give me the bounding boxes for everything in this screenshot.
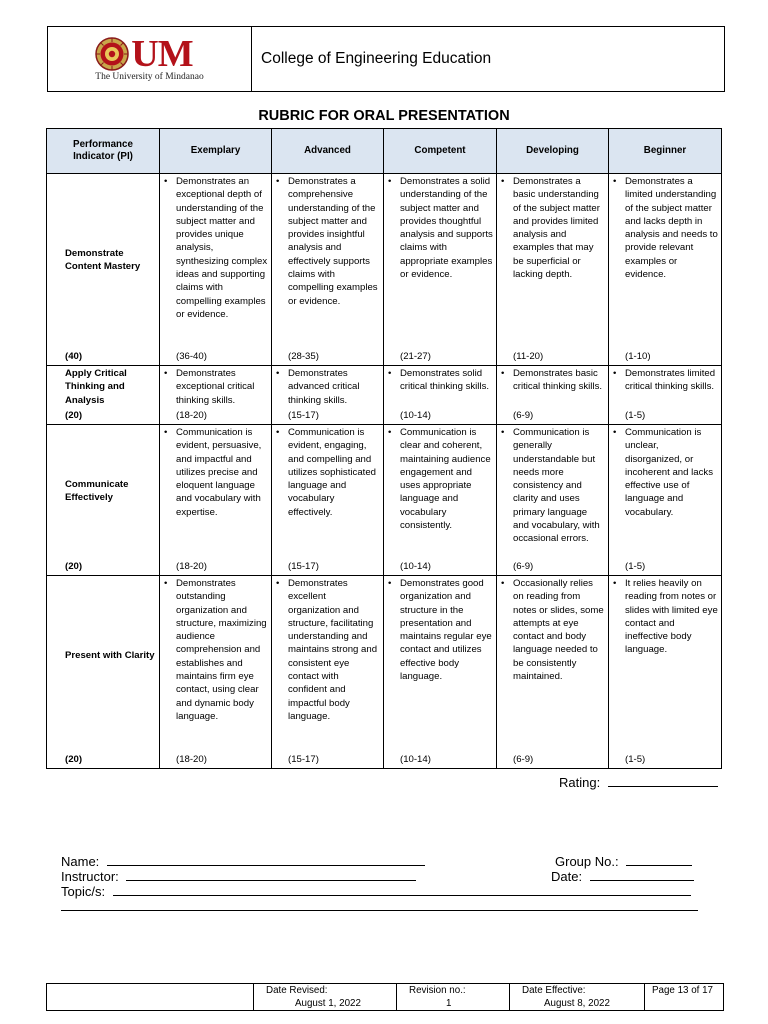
rubric-cell: • Demonstrates a limited understanding of the subject matter and lacks depth in analysis and needs to provide relevant examples or evidence. (1-10)	[609, 174, 722, 366]
college-name: College of Engineering Education	[261, 50, 492, 67]
cell-range: (21-27)	[400, 350, 431, 362]
cell-text: Communication is generally understandable but needs more consistency and clarity and uses primary language and vocabulary, with occasional errors.	[513, 427, 600, 545]
rubric-cell: • Demonstrates a comprehensive understanding of the subject matter and provides insightful analysis and effectively supports claims with compelling examples or evidence. (28-35)	[272, 174, 384, 366]
cell-text: It relies heavily on reading from notes or slides with limited eye contact and ineffective body language.	[625, 578, 718, 656]
instructor-blank[interactable]	[126, 868, 416, 881]
cell-range: (36-40)	[176, 350, 207, 362]
rubric-cell: • Communication is generally understandable but needs more consistency and clarity and uses primary language and vocabulary, with occasional errors. (6-9)	[497, 425, 609, 576]
indicator-score: (20)	[65, 753, 83, 765]
footer-date-revised	[254, 984, 397, 1010]
cell-text: Demonstrates advanced critical thinking skills.	[288, 368, 360, 406]
footer-blank-cell	[47, 984, 254, 1010]
indicator-cell	[47, 366, 160, 425]
rubric-cell: • Demonstrates solid critical thinking skills. (10-14)	[384, 366, 497, 425]
rubric-cell: • Demonstrates exceptional critical thinking skills. (18-20)	[160, 366, 272, 425]
rubric-cell: • Communication is evident, persuasive, and impactful and utilizes precise and eloquent language and vocabulary with expertise. (18-20)	[160, 425, 272, 576]
header-beginner: Beginner	[609, 129, 722, 174]
cell-text: Demonstrates exceptional critical thinking skills.	[176, 368, 255, 406]
name-field	[61, 853, 425, 869]
rubric-table	[46, 128, 722, 769]
date-revised-label: Date Revised:	[266, 985, 328, 996]
indicator-score: (40)	[65, 350, 83, 362]
cell-text: Occasionally relies on reading from notes or slides, some attempts at eye contact and body language needed to be consistently maintained.	[513, 578, 604, 683]
header-exemplary: Exemplary	[160, 129, 272, 174]
table-row	[47, 576, 722, 769]
table-row	[47, 174, 722, 366]
table-header-row	[47, 129, 722, 174]
cell-text: Demonstrates solid critical thinking skills.	[400, 368, 490, 393]
cell-text: Communication is unclear, disorganized, or incoherent and lacks effective use of language and vocabulary.	[625, 427, 713, 518]
date-effective-label: Date Effective:	[522, 985, 586, 996]
indicator-cell	[47, 174, 160, 366]
header-developing: Developing	[497, 129, 609, 174]
rubric-cell: • Demonstrates a basic understanding of the subject matter and provides limited analysis and examples that may be superficial or lacking depth. (11-20)	[497, 174, 609, 366]
cell-range: (1-10)	[625, 350, 651, 362]
cell-range: (28-35)	[288, 350, 319, 362]
topic-extra-line[interactable]	[61, 910, 698, 911]
indicator-score: (20)	[65, 409, 83, 421]
cell-text: Demonstrates excellent organization and structure, facilitating understanding and maintains strong and consistent eye contact with confident and impactful body language.	[288, 578, 378, 722]
rating-blank[interactable]	[608, 774, 718, 787]
indicator-name: Demonstrate Content Mastery	[65, 248, 141, 273]
indicator-cell	[47, 425, 160, 576]
header-advanced: Advanced	[272, 129, 384, 174]
rubric-cell: • Demonstrates an exceptional depth of understanding of the subject matter and provides unique analysis, synthesizing complex ideas and supporting claims with compelling examples or evidence. (36-40)	[160, 174, 272, 366]
date-effective-value: August 8, 2022	[544, 998, 610, 1009]
cell-text: Demonstrates basic critical thinking skills.	[513, 368, 603, 393]
footer-revision	[397, 984, 510, 1010]
name-label: Name:	[61, 854, 100, 869]
date-blank[interactable]	[590, 868, 694, 881]
cell-text: Demonstrates a solid understanding of the subject matter and provides thoughtful analysis and supports claims with appropriate examples or evidence.	[400, 176, 493, 281]
cell-text: Communication is evident, engaging, and compelling and utilizes sophisticated language and vocabulary effectively.	[288, 427, 376, 518]
cell-range: (15-17)	[288, 753, 319, 765]
date-revised-value: August 1, 2022	[295, 998, 361, 1009]
page-title: RUBRIC FOR ORAL PRESENTATION	[258, 108, 510, 124]
document-footer	[46, 983, 724, 1011]
cell-text: Demonstrates limited critical thinking skills.	[625, 368, 716, 393]
cell-text: Demonstrates outstanding organization and structure, maximizing audience comprehension and establishes and maintains firm eye contact, using clear and dynamic body language.	[176, 578, 267, 722]
header-competent: Competent	[384, 129, 497, 174]
cell-range: (10-14)	[400, 753, 431, 765]
cell-text: Communication is clear and coherent, maintaining audience engagement and uses appropriate language and vocabulary consistently.	[400, 427, 491, 532]
rubric-cell: • Demonstrates outstanding organization and structure, maximizing audience comprehension and establishes and maintains firm eye contact, using clear and dynamic body language. (18-20)	[160, 576, 272, 769]
table-row	[47, 425, 722, 576]
cell-text: Communication is evident, persuasive, and impactful and utilizes precise and eloquent language and vocabulary with expertise.	[176, 427, 262, 518]
revision-label: Revision no.:	[409, 985, 466, 996]
rubric-cell: • Communication is unclear, disorganized, or incoherent and lacks effective use of language and vocabulary. (1-5)	[609, 425, 722, 576]
cell-range: (6-9)	[513, 560, 534, 572]
rubric-cell: • Communication is evident, engaging, and compelling and utilizes sophisticated language and vocabulary effectively. (15-17)	[272, 425, 384, 576]
rubric-cell: • It relies heavily on reading from notes or slides with limited eye contact and ineffective body language. (1-5)	[609, 576, 722, 769]
logo-text: UM	[131, 32, 193, 75]
cell-range: (6-9)	[513, 409, 534, 421]
instructor-field	[61, 868, 416, 884]
group-field	[555, 853, 692, 869]
cell-range: (10-14)	[400, 560, 431, 572]
indicator-name: Present with Clarity	[65, 650, 155, 661]
indicator-score: (20)	[65, 560, 83, 572]
indicator-cell	[47, 576, 160, 769]
cell-range: (18-20)	[176, 409, 207, 421]
topic-field	[61, 883, 691, 899]
document-header	[47, 26, 725, 92]
topic-label: Topic/s:	[61, 884, 106, 899]
topic-blank[interactable]	[113, 883, 691, 896]
cell-text: Demonstrates a basic understanding of the subject matter and provides limited analysis and examples that may be superficial or lacking depth.	[513, 176, 600, 281]
rubric-cell: • Demonstrates a solid understanding of the subject matter and provides thoughtful analysis and supports claims with appropriate examples or evidence. (21-27)	[384, 174, 497, 366]
cell-range: (6-9)	[513, 753, 534, 765]
header-performance-indicator: Performance Indicator (PI)	[47, 129, 160, 174]
name-blank[interactable]	[107, 853, 425, 866]
table-row	[47, 366, 722, 425]
cell-range: (15-17)	[288, 409, 319, 421]
page-number: Page 13 of 17	[652, 985, 714, 996]
cell-text: Demonstrates a limited understanding of the subject matter and lacks depth in analysis and needs to provide relevant examples or evidence.	[625, 176, 718, 281]
rubric-cell: • Demonstrates good organization and structure in the presentation and maintains regular eye contact and utilizes effective body language. (10-14)	[384, 576, 497, 769]
cell-range: (10-14)	[400, 409, 431, 421]
cell-text: Demonstrates a comprehensive understanding of the subject matter and provides insightful analysis and effectively supports claims with compelling examples or evidence.	[288, 176, 378, 307]
footer-date-effective	[510, 984, 645, 1010]
cell-text: Demonstrates an exceptional depth of understanding of the subject matter and provides unique analysis, synthesizing complex ideas and supporting claims with compelling examples or evidence.	[176, 176, 268, 320]
cell-range: (18-20)	[176, 753, 207, 765]
rubric-cell: • Occasionally relies on reading from notes or slides, some attempts at eye contact and body language needed to be consistently maintained. (6-9)	[497, 576, 609, 769]
date-label: Date:	[551, 869, 583, 884]
revision-value: 1	[446, 998, 452, 1009]
university-seal-icon	[95, 37, 129, 71]
indicator-name: Apply Critical Thinking and Analysis	[65, 368, 127, 406]
group-blank[interactable]	[626, 853, 692, 866]
group-label: Group No.:	[555, 854, 619, 869]
cell-range: (18-20)	[176, 560, 207, 572]
logo-subtext: The University of Mindanao	[95, 71, 204, 82]
instructor-label: Instructor:	[61, 869, 119, 884]
cell-range: (1-5)	[625, 753, 646, 765]
cell-range: (1-5)	[625, 560, 646, 572]
rating-label: Rating:	[559, 775, 601, 790]
rubric-cell: • Demonstrates excellent organization and structure, facilitating understanding and maintains strong and consistent eye contact with confident and impactful body language. (15-17)	[272, 576, 384, 769]
rubric-cell: • Demonstrates advanced critical thinking skills. (15-17)	[272, 366, 384, 425]
indicator-name: Communicate Effectively	[65, 479, 129, 504]
footer-page	[645, 984, 723, 1010]
rubric-cell: • Communication is clear and coherent, maintaining audience engagement and uses appropriate language and vocabulary consistently. (10-14)	[384, 425, 497, 576]
logo-cell	[48, 27, 252, 91]
rating-field	[559, 774, 718, 790]
university-logo	[95, 32, 204, 82]
cell-range: (1-5)	[625, 409, 646, 421]
cell-range: (11-20)	[513, 350, 544, 362]
rubric-cell: • Demonstrates limited critical thinking skills. (1-5)	[609, 366, 722, 425]
cell-text: Demonstrates good organization and structure in the presentation and maintains regular eye contact and utilizes effective body language.	[400, 578, 492, 683]
cell-range: (15-17)	[288, 560, 319, 572]
rubric-cell: • Demonstrates basic critical thinking skills. (6-9)	[497, 366, 609, 425]
date-field	[551, 868, 694, 884]
